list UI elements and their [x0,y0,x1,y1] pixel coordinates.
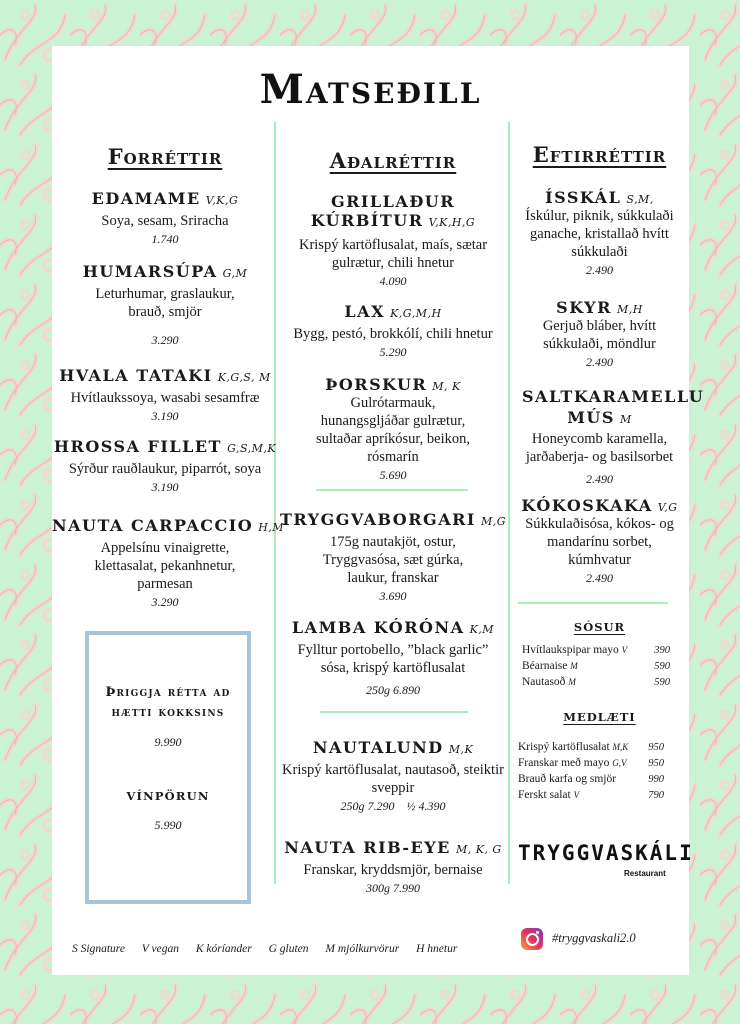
item-tags: K,G,S, M [217,371,271,384]
item-name: SALTKARAMELLU MÚS [522,387,705,427]
chef-menu-price: 9.990 [154,735,182,749]
item-price: 3.190 [151,480,179,494]
row-tag: M [568,677,576,687]
menu-item-edamame [52,189,278,247]
menu-item-nautalund [278,738,508,814]
item-description: Hvítlaukssoya, wasabi sesamfræ [70,390,260,406]
desserts-column [510,46,705,975]
row-tag: V [621,645,628,655]
menu-item-thorskur [278,375,508,483]
side-row [518,741,664,756]
menu-item-kokoskaka [502,496,697,586]
wine-pairing-price: 5.990 [154,818,182,832]
item-tags: G,S,M,K [227,442,277,455]
item-description: 175g nautakjöt, ostur, Tryggvasósa, sæt gúrka, laukur, franskar [322,534,464,586]
item-price: 3.290 [151,333,179,347]
side-row [518,773,664,788]
item-name: HVALA TATAKI [59,366,213,385]
item-tags: V,K,H,G [428,216,476,229]
sauce-row [522,660,670,675]
item-description: Fylltur portobello, ”black garlic” sósa, krispý kartöflusalat [297,642,489,676]
menu-item-lax [278,302,508,360]
legend-item: H hnetur [416,943,458,955]
menu-sheet [52,46,705,975]
row-tag: V [573,790,580,800]
item-name: LAMBA KÓRÓNA [291,618,465,637]
item-tags: V,G [657,501,678,514]
restaurant-logo-subtitle: Restaurant [624,869,666,878]
item-name: EDAMAME [91,189,201,208]
item-name: GRILLAÐUR KÚRBÍTUR [310,192,456,230]
item-name: HUMARSÚPA [82,262,218,281]
menu-item-hvala-tataki [52,366,278,424]
sauces-heading: SÓSUR [573,620,626,634]
legend-item: V vegan [141,943,179,955]
item-price: 4.090 [379,274,407,288]
row-price: 590 [654,677,670,688]
item-tags: M,K [448,743,474,756]
item-name: HROSSA FILLET [53,437,222,456]
restaurant-logo: TRYGGVASKÁLI [518,841,694,865]
item-price: 2.490 [586,263,613,277]
item-price: 2.490 [586,355,613,369]
item-price: 3.690 [379,589,407,603]
row-tag: M,K [612,742,629,752]
item-description: Sýrður rauðlaukur, piparrót, soya [68,461,262,477]
starters-heading: Forréttir [107,144,223,169]
item-tags: M [620,413,632,426]
item-name: TRYGGVABORGARI [279,510,476,529]
row-price: 990 [648,774,664,785]
menu-item-skyr [502,298,697,370]
row-tag: M [570,661,578,671]
item-description: Gulrótarmauk, hunangsgljáðar gulrætur, sultaðar apríkósur, beikon, rósmarín [315,395,471,465]
row-label: Béarnaise [522,660,568,672]
menu-item-nauta-carpaccio [52,516,285,610]
row-price: 790 [648,790,664,801]
item-price: 250g 6.890 [366,683,420,697]
menu-item-nauta-rib-eye [278,838,508,896]
starters-column [52,46,285,975]
item-description: Appelsínu vinaigrette, klettasalat, pekanhnetur, parmesan [94,540,236,592]
row-tag: G,V [612,758,627,768]
menu-item-isskal [502,188,697,278]
item-price: 5.290 [379,345,407,359]
item-price: 250g 7.290 ½ 4.390 [340,799,446,813]
item-description: Franskar, kryddsmjör, bernaise [303,862,483,878]
row-price: 390 [654,645,670,656]
item-tags: K,G,M,H [390,307,442,320]
item-description: Ískúlur, piknik, súkkulaði ganache, kristallað hvítt súkkulaði [525,208,674,260]
item-price: 2.490 [586,472,613,486]
wine-pairing-title: VÍNPÖRUN [126,789,210,803]
chef-menu-title: Þriggja rétta ad hætti kokksins [105,685,231,720]
legend-item: K kóríander [195,943,252,955]
legend-item: S Signature [72,943,125,955]
item-price: 3.290 [151,595,179,609]
item-name: LAX [344,302,385,321]
item-description: Krispý kartöflusalat, maís, sætar gulrætur, chili hnetur [298,237,488,271]
item-tags: M,G [481,515,507,528]
item-tags: G,M [222,267,248,280]
instagram-hashtag[interactable]: #tryggvaskali2.0 [552,931,636,945]
row-price: 950 [648,742,664,753]
item-price: 3.190 [151,409,179,423]
item-price: 1.740 [151,232,179,246]
item-description: Gerjuð bláber, hvítt súkkulaði, möndlur [542,318,657,352]
row-price: 590 [654,661,670,672]
item-tags: M, K, G [455,843,502,856]
item-tags: V,K,G [205,194,239,207]
item-description: Krispý kartöflusalat, nautasoð, steiktir sveppir [282,762,504,796]
item-price: 2.490 [586,571,613,585]
mains-heading: Aðalréttir [329,148,457,173]
sauce-row [522,644,670,659]
item-price: 5.690 [379,468,407,482]
item-tags: K,M [469,623,495,636]
item-description: Soya, sesam, Sriracha [101,213,229,229]
item-tags: H,M [258,521,285,534]
menu-item-grilladur-kurbitur [278,192,508,289]
item-tags: M,H [616,303,643,316]
side-row [518,757,664,772]
legend-item: M mjólkurvörur [325,943,400,955]
row-label: Brauð karfa og smjör [518,773,617,785]
row-label: Franskar með mayo [518,757,610,769]
desserts-heading: Eftirréttir [532,142,667,167]
side-row [518,789,664,804]
menu-item-lamba-korona [278,618,508,698]
item-tags: S,M, [626,193,654,206]
item-price: 300g 7.990 [366,881,420,895]
item-description: Honeycomb karamella, jarðaberja- og basilsorbet [525,431,674,465]
chef-menu-box [85,631,251,904]
sauce-row [522,676,670,691]
row-label: Krispý kartöflusalat [518,741,610,753]
item-description: Leturhumar, graslaukur, brauð, smjör [95,286,235,320]
item-name: ÍSSKÁL [545,188,622,207]
menu-item-humarsupa [52,262,278,348]
row-price: 950 [648,758,664,769]
menu-item-tryggvaborgari [278,510,508,604]
item-name: NAUTALUND [312,738,444,757]
legend-item: G gluten [268,943,309,955]
instagram-icon[interactable] [521,928,543,950]
mains-column [278,46,508,975]
menu-item-saltkaramellu-mus [502,386,705,487]
item-tags: M, K [432,380,461,393]
item-name: KÓKOSKAKA [521,496,653,515]
item-description: Súkkulaðisósa, kókos- og mandarínu sorbet, kúmhvatur [525,516,674,568]
menu-title: Matseðill [259,66,482,113]
menu-item-hrossa-fillet [52,437,278,495]
row-label: Nautasoð [522,676,566,688]
item-name: NAUTA CARPACCIO [52,516,254,535]
allergen-legend [72,943,471,955]
row-label: Hvítlaukspipar mayo [522,644,619,656]
row-label: Ferskt salat [518,789,571,801]
item-name: ÞORSKUR [325,375,428,394]
item-description: Bygg, pestó, brokkólí, chili hnetur [293,326,493,342]
sides-heading: MEDLÆTI [563,710,636,724]
item-name: NAUTA RIB-EYE [284,838,451,857]
item-name: SKYR [556,298,612,317]
